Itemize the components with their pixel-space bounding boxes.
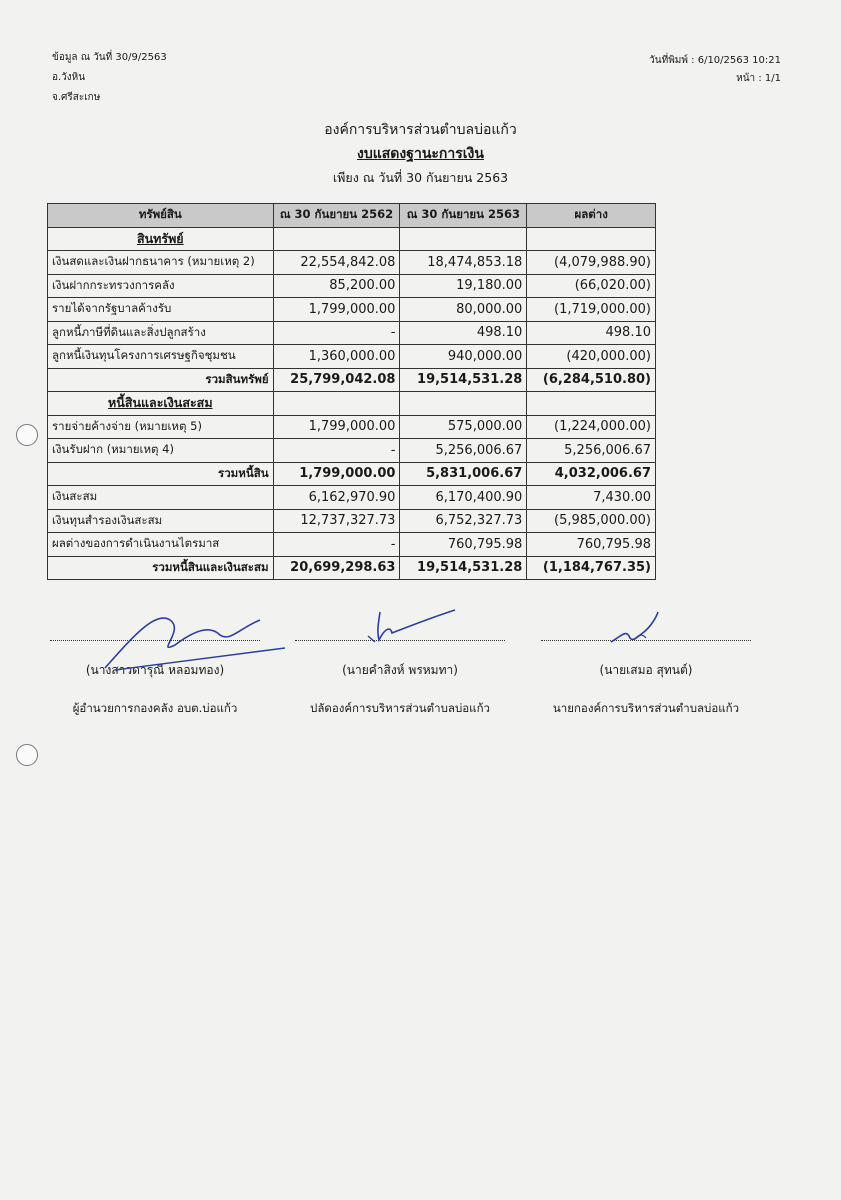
value-2563: 6,752,327.73 [400, 509, 527, 533]
value-2562: - [273, 439, 400, 463]
value-2562: 25,799,042.08 [273, 368, 400, 392]
row-label: รายจ่ายค้างจ่าย (หมายเหตุ 5) [48, 415, 274, 439]
value-2563 [400, 392, 527, 416]
table-body [48, 227, 656, 580]
table-row-section [48, 392, 656, 416]
signature-block-finance-director [35, 600, 275, 717]
value-2563: 5,831,006.67 [400, 462, 527, 486]
report-meta-left [52, 48, 167, 108]
table-row-total [48, 556, 656, 580]
handwritten-signature [280, 600, 540, 680]
table-row [48, 321, 656, 345]
value-difference: (420,000.00) [527, 345, 656, 369]
value-2562: 85,200.00 [273, 274, 400, 298]
value-2563: 5,256,006.67 [400, 439, 527, 463]
report-meta-right [649, 52, 781, 88]
row-label: ลูกหนี้ภาษีที่ดินและสิ่งปลูกสร้าง [48, 321, 274, 345]
value-2562: - [273, 321, 400, 345]
row-label: เงินทุนสำรองเงินสะสม [48, 509, 274, 533]
signer-name: (นายเสมอ สุทนต์) [599, 663, 693, 677]
value-2562: 1,799,000.00 [273, 462, 400, 486]
table-row [48, 415, 656, 439]
table-header-row [48, 204, 656, 228]
value-2563: 18,474,853.18 [400, 251, 527, 275]
value-2562: 6,162,970.90 [273, 486, 400, 510]
table-row [48, 345, 656, 369]
signer-name: (นายคำสิงห์ พรหมทา) [342, 663, 458, 677]
table-row [48, 486, 656, 510]
row-label: หนี้สินและเงินสะสม [48, 392, 274, 416]
value-2563: 19,514,531.28 [400, 556, 527, 580]
row-label: สินทรัพย์ [48, 227, 274, 251]
value-2563: 80,000.00 [400, 298, 527, 322]
report-title: งบแสดงฐานะการเงิน [357, 146, 484, 162]
table-row [48, 533, 656, 557]
value-difference: 5,256,006.67 [527, 439, 656, 463]
handwritten-signature [35, 600, 295, 680]
table-row [48, 439, 656, 463]
signer-name: (นางสาวดารุณี หลอมทอง) [85, 663, 225, 677]
district: อ.วังหิน [52, 72, 86, 83]
table-row [48, 298, 656, 322]
row-label: รวมหนี้สินและเงินสะสม [48, 556, 274, 580]
value-difference: (6,284,510.80) [527, 368, 656, 392]
row-label: รวมสินทรัพย์ [48, 368, 274, 392]
row-label: รวมหนี้สิน [48, 462, 274, 486]
row-label: เงินรับฝาก (หมายเหตุ 4) [48, 439, 274, 463]
value-2563 [400, 227, 527, 251]
value-difference: (1,184,767.35) [527, 556, 656, 580]
table-row [48, 509, 656, 533]
value-2562: 12,737,327.73 [273, 509, 400, 533]
value-2562 [273, 227, 400, 251]
value-difference: 4,032,006.67 [527, 462, 656, 486]
signer-position: นายกองค์การบริหารส่วนตำบลบ่อแก้ว [552, 701, 740, 715]
value-2562 [273, 392, 400, 416]
table-row [48, 251, 656, 275]
signer-position: ผู้อำนวยการกองคลัง อบต.บ่อแก้ว [72, 701, 238, 715]
page-number: หน้า : 1/1 [736, 73, 781, 84]
value-2563: 19,514,531.28 [400, 368, 527, 392]
data-date: ข้อมูล ณ วันที่ 30/9/2563 [52, 52, 167, 63]
financial-position-table [47, 203, 656, 580]
report-titles [0, 118, 841, 190]
handwritten-signature [526, 600, 786, 680]
value-2562: 22,554,842.08 [273, 251, 400, 275]
row-label: เงินสดและเงินฝากธนาคาร (หมายเหตุ 2) [48, 251, 274, 275]
row-label: เงินสะสม [48, 486, 274, 510]
table-row-total [48, 368, 656, 392]
column-header: ณ 30 กันยายน 2563 [400, 204, 527, 228]
value-difference: (1,719,000.00) [527, 298, 656, 322]
signer-position: ปลัดองค์การบริหารส่วนตำบลบ่อแก้ว [310, 701, 490, 715]
column-header: ณ 30 กันยายน 2562 [273, 204, 400, 228]
value-2563: 575,000.00 [400, 415, 527, 439]
value-2563: 940,000.00 [400, 345, 527, 369]
organization-name: องค์การบริหารส่วนตำบลบ่อแก้ว [324, 122, 517, 138]
signature-block-permanent-secretary [280, 600, 520, 717]
value-2562: - [273, 533, 400, 557]
column-header: ทรัพย์สิน [48, 204, 274, 228]
row-label: เงินฝากกระทรวงการคลัง [48, 274, 274, 298]
table-row-section [48, 227, 656, 251]
province: จ.ศรีสะเกษ [52, 92, 101, 103]
value-2562: 1,799,000.00 [273, 298, 400, 322]
value-difference [527, 227, 656, 251]
value-2562: 1,799,000.00 [273, 415, 400, 439]
value-2563: 498.10 [400, 321, 527, 345]
column-header: ผลต่าง [527, 204, 656, 228]
value-difference: (5,985,000.00) [527, 509, 656, 533]
table-row [48, 274, 656, 298]
signature-block-chief-executive [526, 600, 766, 717]
table-row-total [48, 462, 656, 486]
row-label: ผลต่างของการดำเนินงานไตรมาส [48, 533, 274, 557]
binder-hole-icon [16, 424, 38, 446]
value-2563: 19,180.00 [400, 274, 527, 298]
binder-hole-icon [16, 744, 38, 766]
value-2563: 760,795.98 [400, 533, 527, 557]
row-label: รายได้จากรัฐบาลค้างรับ [48, 298, 274, 322]
value-2562: 1,360,000.00 [273, 345, 400, 369]
row-label: ลูกหนี้เงินทุนโครงการเศรษฐกิจชุมชน [48, 345, 274, 369]
value-2563: 6,170,400.90 [400, 486, 527, 510]
as-of-date: เพียง ณ วันที่ 30 กันยายน 2563 [332, 170, 509, 185]
value-difference: (4,079,988.90) [527, 251, 656, 275]
value-2562: 20,699,298.63 [273, 556, 400, 580]
value-difference: 7,430.00 [527, 486, 656, 510]
print-date: วันที่พิมพ์ : 6/10/2563 10:21 [649, 55, 781, 66]
value-difference: 498.10 [527, 321, 656, 345]
value-difference: (1,224,000.00) [527, 415, 656, 439]
value-difference [527, 392, 656, 416]
value-difference: 760,795.98 [527, 533, 656, 557]
value-difference: (66,020.00) [527, 274, 656, 298]
